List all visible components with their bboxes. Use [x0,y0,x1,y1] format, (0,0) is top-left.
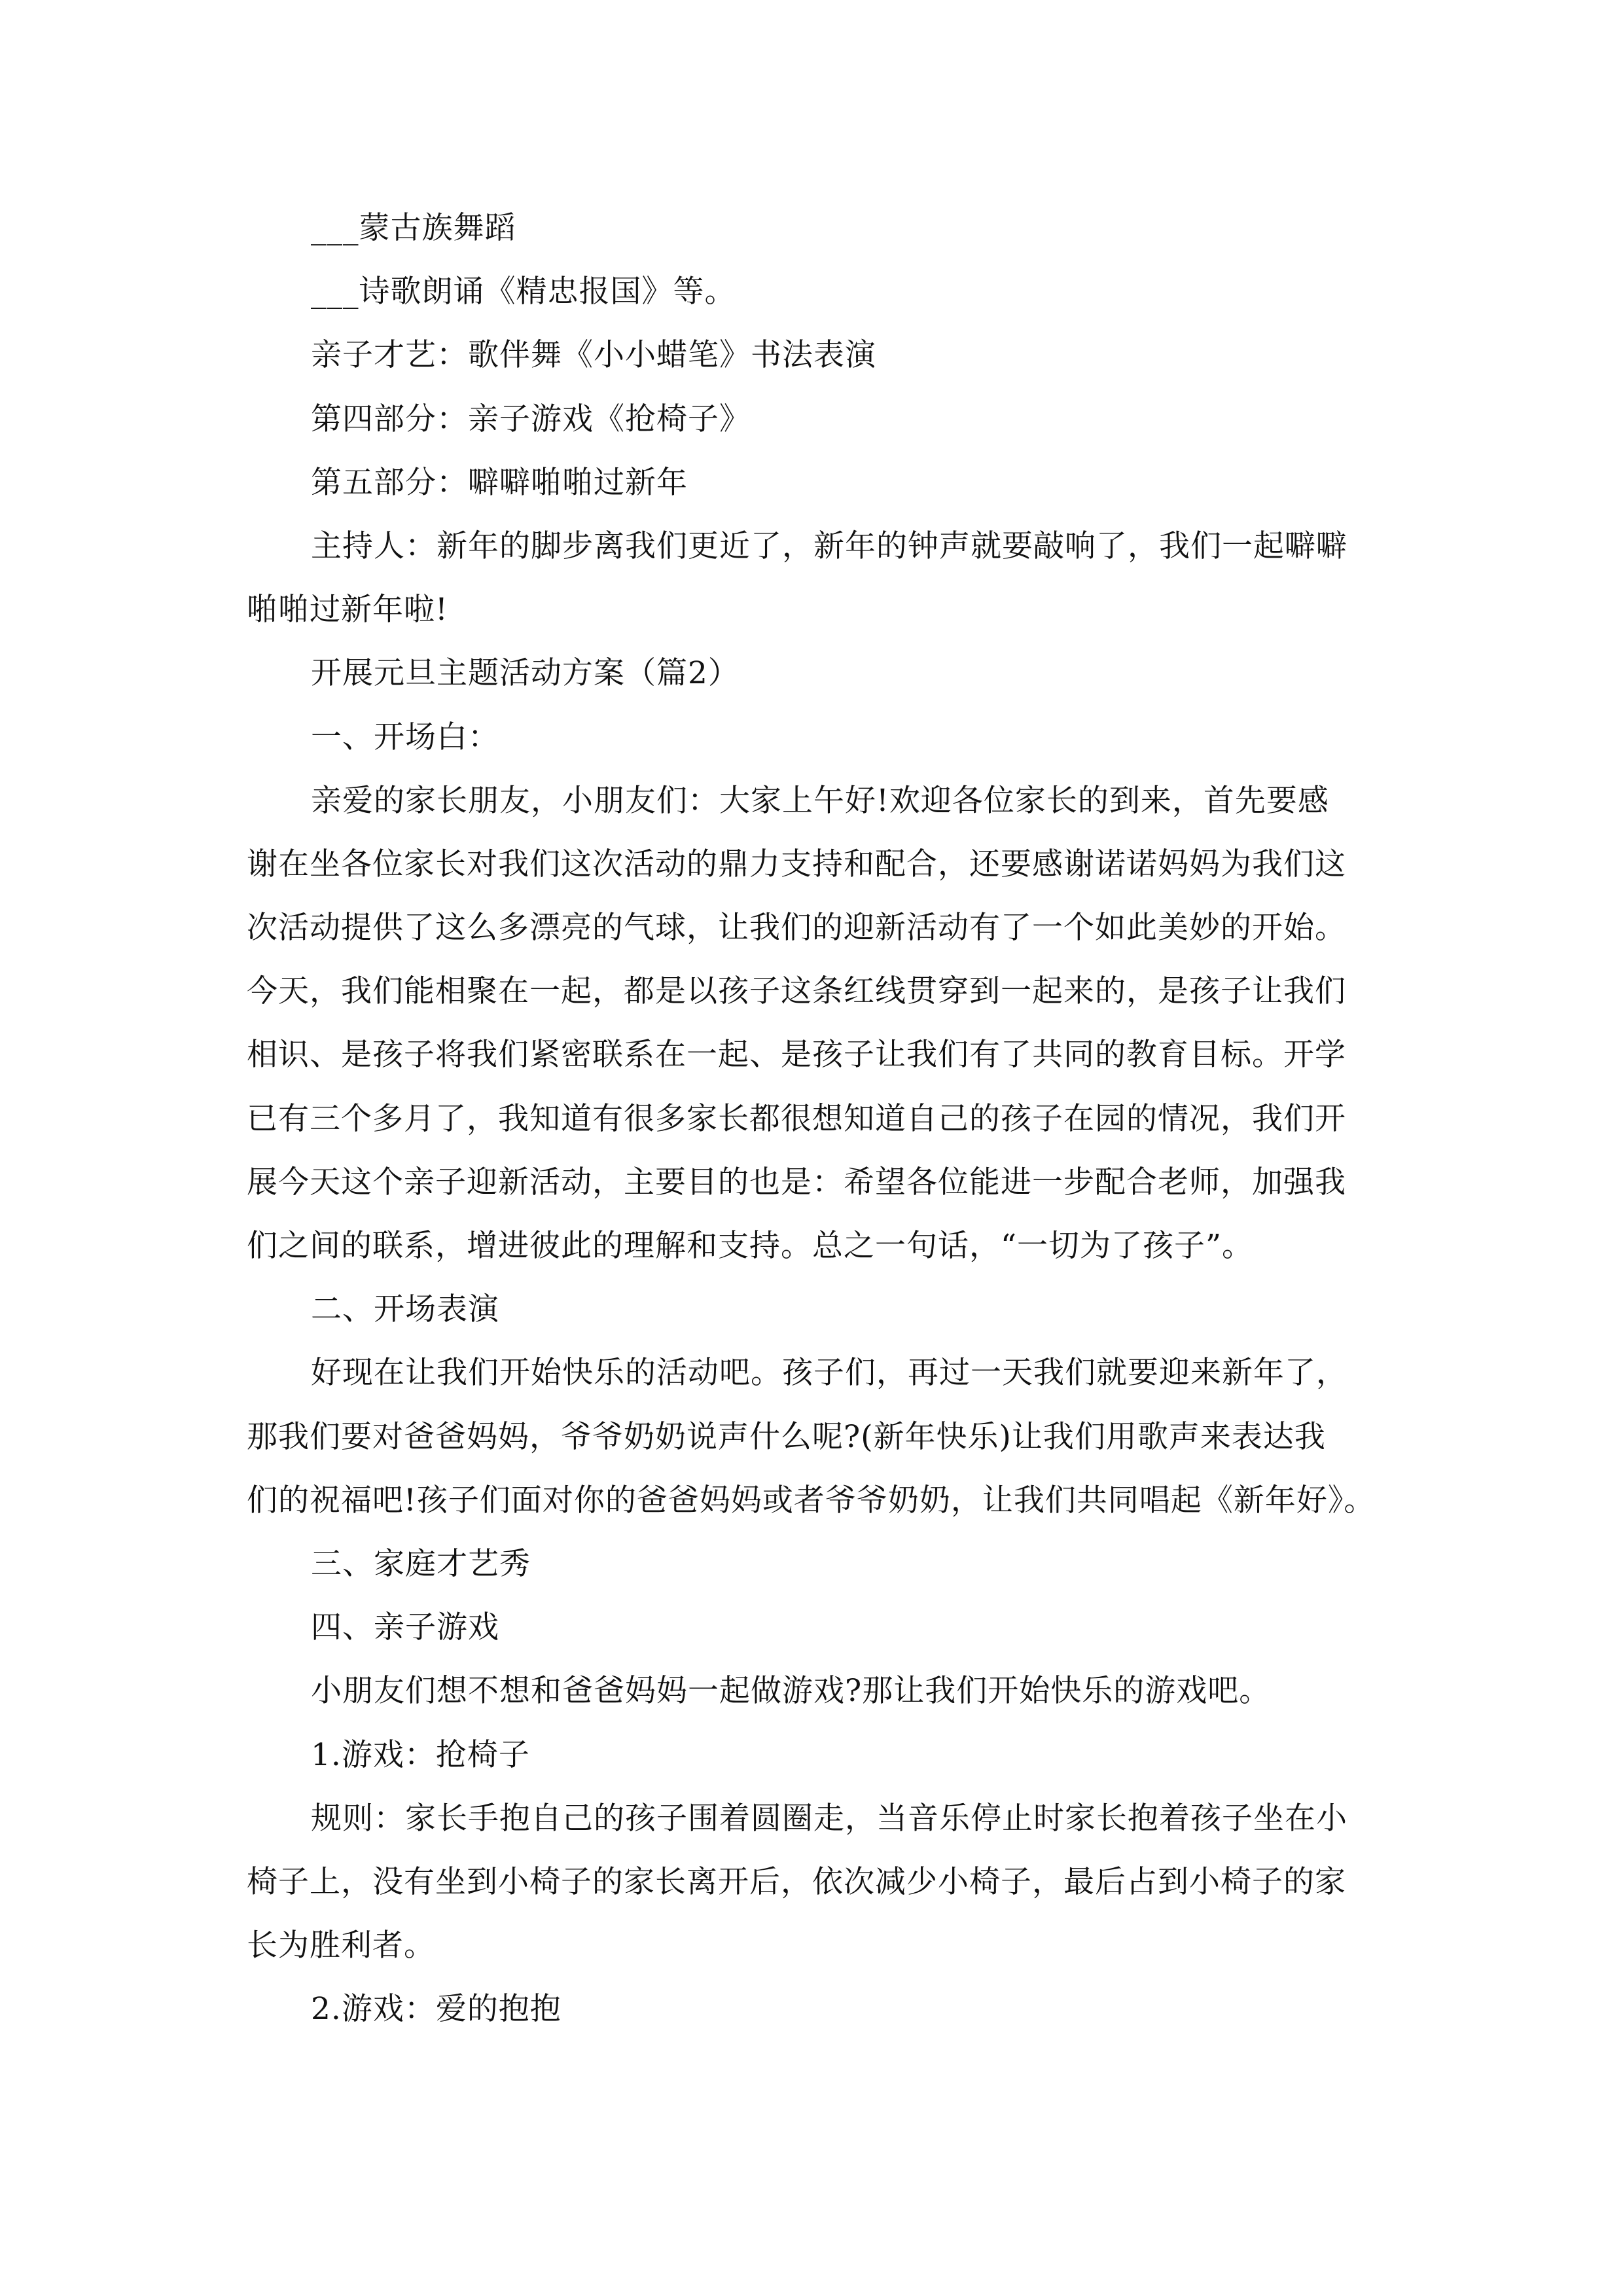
paragraph-line: 啪啪过新年啦! [247,592,448,628]
paragraph-line: 好现在让我们开始快乐的活动吧。孩子们，再过一天我们就要迎来新年了， [311,1355,1347,1391]
paragraph-line: 次活动提供了这么多漂亮的气球，让我们的迎新活动有了一个如此美妙的开始。 [247,910,1346,946]
section-heading: 第四部分：亲子游戏《抢椅子》 [311,401,751,437]
paragraph-line: 小朋友们想不想和爸爸妈妈一起做游戏?那让我们开始快乐的游戏吧。 [311,1673,1271,1710]
paragraph-line: 长为胜利者。 [247,1928,435,1964]
paragraph-line: 主持人：新年的脚步离我们更近了，新年的钟声就要敲响了，我们一起噼噼 [311,528,1347,564]
text-line: ___诗歌朗诵《精忠报国》等。 [311,274,736,310]
paragraph-line: 今天，我们能相聚在一起，都是以孩子这条红线贯穿到一起来的，是孩子让我们 [247,973,1346,1010]
paragraph-line: 相识、是孩子将我们紧密联系在一起、是孩子让我们有了共同的教育目标。开学 [247,1037,1346,1073]
paragraph-line: 已有三个多月了，我知道有很多家长都很想知道自己的孩子在园的情况，我们开 [247,1100,1346,1137]
paragraph-line: 们之间的联系，增进彼此的理解和支持。总之一句话，“一切为了孩子”。 [247,1228,1254,1264]
document-body [247,196,1376,2041]
paragraph-line: 那我们要对爸爸妈妈，爷爷奶奶说声什么呢?(新年快乐)让我们用歌声来表达我 [247,1418,1326,1455]
subsection-heading: 1.游戏：抢椅子 [311,1736,530,1773]
paragraph-line: 规则：家长手抱自己的孩子围着圆圈走，当音乐停止时家长抱着孩子坐在小 [311,1800,1347,1837]
section-heading: 第五部分：噼噼啪啪过新年 [311,464,688,501]
paragraph-line: 们的祝福吧!孩子们面对你的爸爸妈妈或者爷爷奶奶，让我们共同唱起《新年好》。 [247,1482,1376,1518]
paragraph-line: 椅子上，没有坐到小椅子的家长离开后，依次减少小椅子，最后占到小椅子的家 [247,1863,1346,1900]
paragraph-line: 谢在坐各位家长对我们这次活动的鼎力支持和配合，还要感谢诺诺妈妈为我们这 [247,846,1346,882]
section-heading: 二、开场表演 [311,1291,499,1328]
section-heading: 三、家庭才艺秀 [311,1545,531,1582]
article-title: 开展元旦主题活动方案（篇2） [311,655,740,692]
text-line: ___蒙古族舞蹈 [311,210,516,246]
section-heading: 四、亲子游戏 [311,1609,499,1646]
text-line: 亲子才艺：歌伴舞《小小蜡笔》书法表演 [311,337,876,374]
subsection-heading: 2.游戏：爱的抱抱 [311,1991,562,2028]
paragraph-line: 展今天这个亲子迎新活动，主要目的也是：希望各位能进一步配合老师，加强我 [247,1164,1346,1200]
paragraph-line: 亲爱的家长朋友，小朋友们：大家上午好!欢迎各位家长的到来，首先要感 [311,782,1329,819]
section-heading: 一、开场白： [311,719,499,755]
